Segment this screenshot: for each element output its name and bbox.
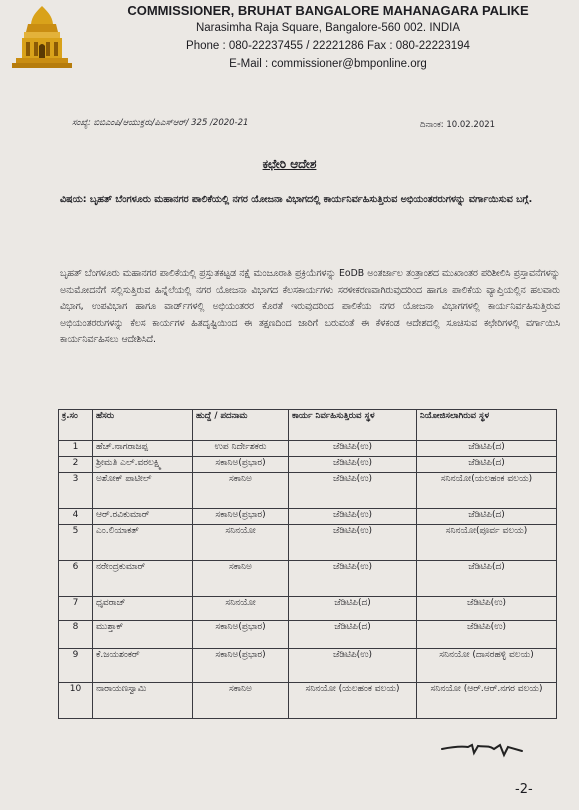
cell-designation: ಸನಿನಯೋ — [193, 597, 289, 621]
col-header-posted-place: ನಿಯೋಜಿಸಲಾಗಿರುವ ಸ್ಥಳ — [417, 410, 557, 441]
signature-mark — [438, 735, 528, 761]
table-row — [59, 441, 557, 457]
col-header-current-place: ಕಾರ್ಯ ನಿರ್ವಹಿಸುತ್ತಿರುವ ಸ್ಥಳ — [289, 410, 417, 441]
cell-designation: ಸಕಾನಿಅ(ಪ್ರಭಾರ) — [193, 509, 289, 525]
col-header-designation: ಹುದ್ದೆ / ಪದನಾಮ — [193, 410, 289, 441]
subject-line: ವಿಷಯ: ಬೃಹತ್ ಬೆಂಗಳೂರು ಮಹಾನಗರ ಪಾಲಿಕೆಯಲ್ಲಿ ನಗರ ಯೋಜನಾ ವಿಭಾಗದಲ್ಲಿ ಕಾರ್ಯನಿರ್ವಹಿಸುತ್ತಿರುವ ಅಭಿಯಂತರರುಗಳನ್ನು ವರ್ಗಾಯಿಸುವ ಬಗ್ಗೆ. — [60, 194, 533, 205]
organization-name: COMMISSIONER, BRUHAT BANGALORE MAHANAGARA PALIKE — [127, 3, 529, 18]
table-row — [59, 597, 557, 621]
table-header-row — [59, 410, 557, 441]
cell-name: ನರೇಂದ್ರಕುಮಾರ್ — [93, 561, 193, 597]
cell-serial: 6 — [59, 561, 93, 597]
cell-serial: 8 — [59, 621, 93, 649]
cell-current-place: ಜೆಡಿಟಿಪಿ(ಉ) — [289, 473, 417, 509]
cell-name: ಧೃವರಾಜ್ — [93, 597, 193, 621]
cell-serial: 9 — [59, 649, 93, 683]
cell-designation: ಸನಿನಯೋ — [193, 525, 289, 561]
cell-name: ನಾರಾಯಣಸ್ವಾಮಿ — [93, 683, 193, 719]
cell-posted-place: ಜೆಡಿಟಿಪಿ(ದ) — [417, 441, 557, 457]
cell-current-place: ಜೆಡಿಟಿಪಿ(ಉ) — [289, 457, 417, 473]
cell-designation: ಸಕಾನಿಅ — [193, 683, 289, 719]
cell-designation: ಸಕಾನಿಅ(ಪ್ರಭಾರ) — [193, 649, 289, 683]
cell-posted-place: ಸನಿನಯೋ (ದಾಸರಹಳ್ಳಿ ವಲಯ) — [417, 649, 557, 683]
cell-posted-place: ಸನಿನಯೋ (ಆರ್.ಆರ್.ನಗರ ವಲಯ) — [417, 683, 557, 719]
cell-current-place: ಜೆಡಿಟಿಪಿ(ಉ) — [289, 525, 417, 561]
email: E-Mail : commissioner@bmponline.org — [229, 58, 427, 70]
cell-posted-place: ಜೆಡಿಟಿಪಿ(ದ) — [417, 561, 557, 597]
cell-designation: ಸಕಾನಿಅ — [193, 473, 289, 509]
cell-serial: 10 — [59, 683, 93, 719]
col-header-name: ಹೆಸರು — [93, 410, 193, 441]
cell-posted-place: ಸನಿನಯೋ(ಯಲಹಂಕ ವಲಯ) — [417, 473, 557, 509]
reference-number: ಸಂಖ್ಯೆ: ಬಿಬಿಎಂಪಿ/ಆಯುಕ್ತರು/ಪಿಎಸ್‌ಆರ್/ 325 /2020-21 — [72, 118, 249, 128]
phone-fax: Phone : 080-22237455 / 22221286 Fax : 080-22223194 — [186, 40, 470, 52]
address: Narasimha Raja Square, Bangalore-560 002. INDIA — [195, 22, 460, 34]
table-row — [59, 509, 557, 525]
cell-name: ಎಂ.ಲಿಯಾಕತ್ — [93, 525, 193, 561]
letterhead — [88, 2, 568, 73]
cell-serial: 5 — [59, 525, 93, 561]
cell-name: ಕೆ.ಜಯಶಂಕರ್ — [93, 649, 193, 683]
cell-posted-place: ಜೆಡಿಟಿಪಿ(ಉ) — [417, 597, 557, 621]
cell-posted-place: ಜೆಡಿಟಿಪಿ(ದ) — [417, 509, 557, 525]
bbmp-emblem-icon — [6, 2, 78, 74]
table-row — [59, 525, 557, 561]
cell-name: ಹೆಚ್.ನಾಗರಾಜಪ್ಪ — [93, 441, 193, 457]
cell-posted-place: ಸನಿನಯೋ(ಪೂರ್ವ ವಲಯ) — [417, 525, 557, 561]
cell-name: ಶ್ರೀಮತಿ ಎಲ್.ವರಲಕ್ಷ್ಮಿ — [93, 457, 193, 473]
cell-serial: 2 — [59, 457, 93, 473]
document-title: ಕಛೇರಿ ಆದೇಶ — [262, 157, 317, 171]
order-date: ದಿನಾಂಕ: 10.02.2021 — [420, 120, 496, 130]
table-row — [59, 473, 557, 509]
cell-serial: 7 — [59, 597, 93, 621]
cell-serial: 4 — [59, 509, 93, 525]
cell-current-place: ಜೆಡಿಟಿಪಿ(ಉ) — [289, 649, 417, 683]
cell-designation: ಸಕಾನಿಅ(ಪ್ರಭಾರ) — [193, 621, 289, 649]
order-body: ಬೃಹತ್ ಬೆಂಗಳೂರು ಮಹಾನಗರ ಪಾಲಿಕೆಯಲ್ಲಿ ಪ್ರಸ್ತುತಕಟ್ಟಡ ನಕ್ಷೆ ಮಂಜೂರಾತಿ ಪ್ರಕ್ರಿಯೆಗಳನ್ನು EoDB ಅಂತರ್ಜಾಲ ತಂತ್ರಾಂಶದ ಮುಖಾಂತರ ಪರಿಶೀಲಿಸಿ ಪ್ರಸ್ತಾವನೆಗಳನ್ನು ಅನುಮೋದನೆಗೆ ಸಲ್ಲಿಸುತ್ತಿರುವ ಹಿನ್ನೆಲೆಯಲ್ಲಿ ನಗರ ಯೋಜನಾ ವಿಭಾಗದ ಕೆಲಸಕಾರ್ಯಗಳು ಸರಳೀಕರಣವಾಗಿರುವುದರಿಂದ ಹಾಗೂ ಪಾಲಿಕೆಯ ವ್ಯಾಪ್ತಿಯಲ್ಲಿನ ಹಲವಾರು ವಿಭಾಗ, ಉಪವಿಭಾಗ ಹಾಗೂ ವಾರ್ಡ್‌ಗಳಲ್ಲಿ ಅಭಿಯಂತರರ ಕೊರತೆ ಇರುವುದರಿಂದ ಪಾಲಿಕೆಯ ನಗರ ಯೋಜನಾ ವಿಭಾಗಗಳಲ್ಲಿ ಕಾರ್ಯನಿರ್ವಹಿಸುತ್ತಿರುವ ಅಭಿಯಂತರರುಗಳನ್ನು ಕೆಲಸ ಕಾರ್ಯಗಳ ಹಿತದೃಷ್ಟಿಯಿಂದ ಈ ತಕ್ಷಣದಿಂದ ಜಾರಿಗೆ ಬರುವಂತೆ ಈ ಕೆಳಕಂಡ ಆದೇಶದಲ್ಲಿ ಸೂಚಿಸುವ ಕಛೇರಿಗಳಲ್ಲಿ ವರ್ಗಾಯಿಸಿ ಕಾರ್ಯನಿರ್ವಹಿಸಲು ಆದೇಶಿಸಿದೆ. — [60, 268, 560, 346]
cell-name: ಅಶೋಕ್ ಪಾಟೀಲ್ — [93, 473, 193, 509]
table-row — [59, 621, 557, 649]
table-row — [59, 649, 557, 683]
cell-posted-place: ಜೆಡಿಟಿಪಿ(ದ) — [417, 457, 557, 473]
col-header-serial: ಕ್ರ.ಸಂ — [59, 410, 93, 441]
table-row — [59, 457, 557, 473]
cell-current-place: ಜೆಡಿಟಿಪಿ(ಉ) — [289, 509, 417, 525]
cell-serial: 3 — [59, 473, 93, 509]
cell-current-place: ಸನಿನಯೋ (ಯಲಹಂಕ ವಲಯ) — [289, 683, 417, 719]
cell-name: ಮುಶ್ತಾಕ್ — [93, 621, 193, 649]
page-number: -2- — [515, 782, 533, 797]
cell-designation: ಸಕಾನಿಅ(ಪ್ರಭಾರ) — [193, 457, 289, 473]
cell-current-place: ಜೆಡಿಟಿಪಿ(ಉ) — [289, 561, 417, 597]
cell-current-place: ಜೆಡಿಟಿಪಿ(ದ) — [289, 597, 417, 621]
transfer-table — [58, 409, 557, 719]
cell-designation: ಸಕಾನಿಅ — [193, 561, 289, 597]
cell-posted-place: ಜೆಡಿಟಿಪಿ(ಉ) — [417, 621, 557, 649]
cell-current-place: ಜೆಡಿಟಿಪಿ(ದ) — [289, 621, 417, 649]
cell-designation: ಉಪ ನಿರ್ದೇಶಕರು — [193, 441, 289, 457]
table-row — [59, 683, 557, 719]
table-row — [59, 561, 557, 597]
cell-current-place: ಜೆಡಿಟಿಪಿ(ಉ) — [289, 441, 417, 457]
cell-name: ಆರ್.ರವಿಕುಮಾರ್ — [93, 509, 193, 525]
cell-serial: 1 — [59, 441, 93, 457]
